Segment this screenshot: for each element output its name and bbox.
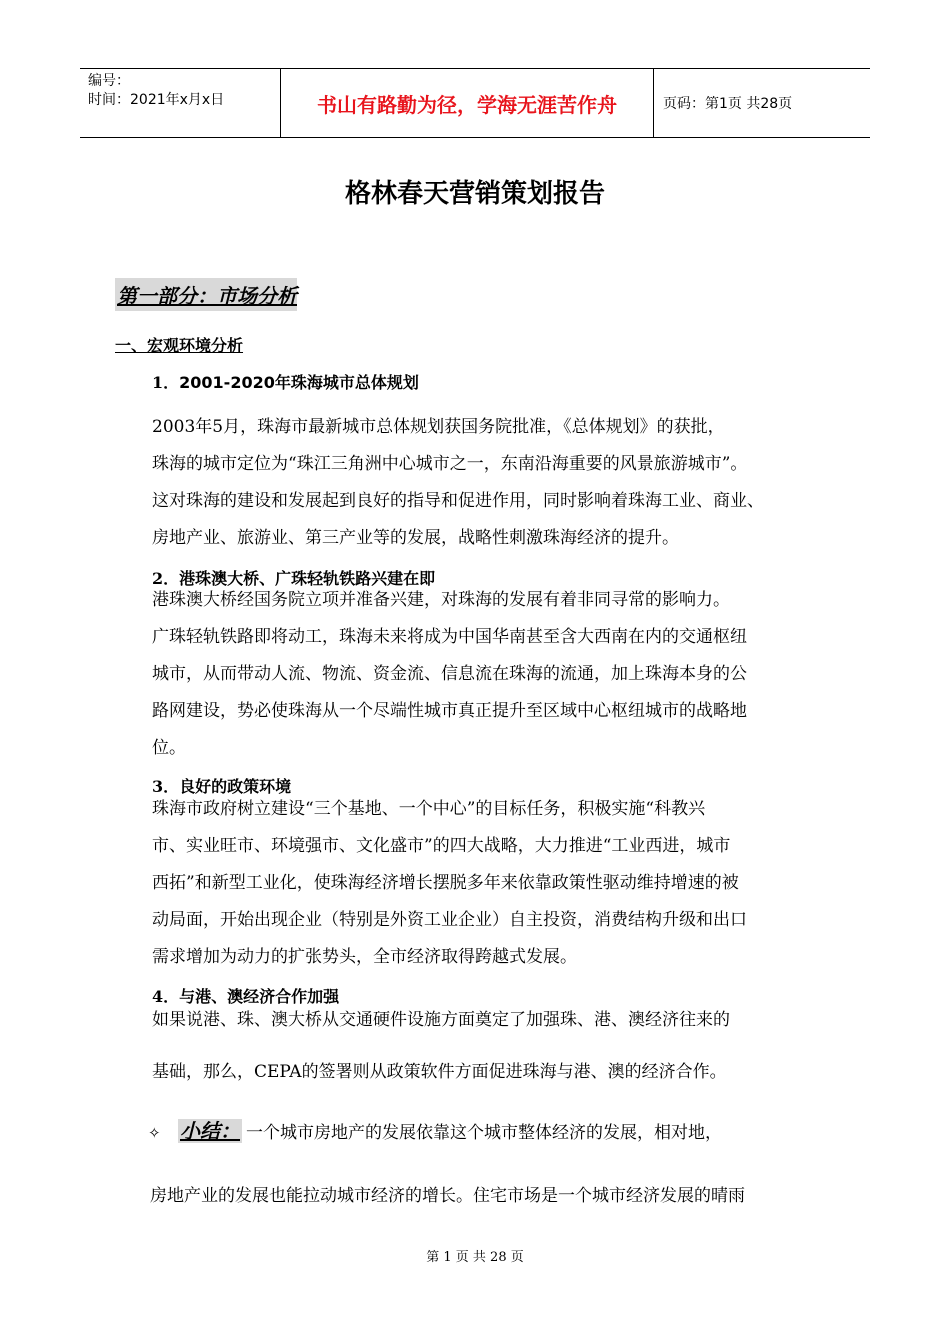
subsection-number: 3． [152,777,180,796]
page-header [80,68,870,138]
paragraph-line: 2003年5月，珠海市最新城市总体规划获国务院批准，《总体规划》的获批， [152,417,725,437]
paragraph-line: 广珠轻轨铁路即将动工，珠海未来将成为中国华南甚至含大西南在内的交通枢纽 [152,627,747,647]
subsection-heading-text: 良好的政策环境 [179,777,292,796]
subsection-heading [152,370,419,393]
subsection-heading-text: 与港、澳经济合作加强 [179,987,340,1006]
paragraph-line: 港珠澳大桥经国务院立项并准备兴建，对珠海的发展有着非同寻常的影响力。 [152,590,730,610]
paragraph-line: 房地产业、旅游业、第三产业等的发展，战略性刺激珠海经济的提升。 [152,528,679,548]
paragraph-line: 需求增加为动力的扩张势头，全市经济取得跨越式发展。 [152,947,577,967]
page-footer: 第 1 页 共 28 页 [426,1250,524,1265]
subsection-number: 4． [152,987,180,1006]
document-number-label: 编号： [88,73,130,89]
summary-label: 小结： [180,1119,240,1143]
header-meta [80,69,280,137]
paragraph-line: 基础，那么，CEPA的签署则从政策软件方面促进珠海与港、澳的经济合作。 [152,1062,727,1082]
paragraph-line: 城市，从而带动人流、物流、资金流、信息流在珠海的流通，加上珠海本身的公 [152,664,747,684]
document-time-label: 时间：2021年x月x日 [88,92,225,108]
paragraph-line: 珠海的城市定位为“珠江三角洲中心城市之一，东南沿海重要的风景旅游城市”。 [152,454,748,474]
part-title: 第一部分：市场分析 [115,278,297,311]
summary-continuation: 房地产业的发展也能拉动城市经济的增长。住宅市场是一个城市经济发展的晴雨 [150,1186,745,1206]
paragraph-line: 市、实业旺市、环境强市、文化盛市”的四大战略，大力推进“工业西进，城市 [152,836,731,856]
diamond-bullet-icon: ✧ [148,1124,161,1142]
paragraph-line: 动局面，开始出现企业（特别是外资工业企业）自主投资，消费结构升级和出口 [152,910,747,930]
subsection-paragraph [152,409,842,557]
paragraph-line: 这对珠海的建设和发展起到良好的指导和促进作用，同时影响着珠海工业、商业、 [152,491,764,511]
summary [148,1115,722,1144]
subsection-heading-text: 港珠澳大桥、广珠轻轨铁路兴建在即 [179,569,436,588]
subsection-paragraph [152,582,842,767]
document-title: 格林春天营销策划报告 [344,179,605,209]
subsection-number: 2． [152,569,180,588]
paragraph-line: 珠海市政府树立建设“三个基地、一个中心”的目标任务，积极实施“科教兴 [152,799,706,819]
section-title: 一、宏观环境分析 [115,336,244,355]
paragraph-line: 路网建设，势必使珠海从一个尽端性城市真正提升至区域中心枢纽城市的战略地 [152,701,747,721]
subsection-paragraph [152,1002,842,1091]
subsection-number: 1． [152,373,180,392]
summary-text: 一个城市房地产的发展依靠这个城市整体经济的发展，相对地， [246,1123,722,1143]
header-page-info: 页码：第1页 共28页 [663,96,793,112]
paragraph-line: 西拓”和新型工业化，使珠海经济增长摆脱多年来依靠政策性驱动维持增速的被 [152,873,739,893]
header-motto: 书山有路勤为径，学海无涯苦作舟 [280,69,654,137]
subsection-paragraph [152,791,842,976]
paragraph-line: 位。 [152,738,186,758]
paragraph-line: 如果说港、珠、澳大桥从交通硬件设施方面奠定了加强珠、港、澳经济往来的 [152,1010,730,1030]
subsection-heading-text: 2001-2020年珠海城市总体规划 [179,373,419,392]
